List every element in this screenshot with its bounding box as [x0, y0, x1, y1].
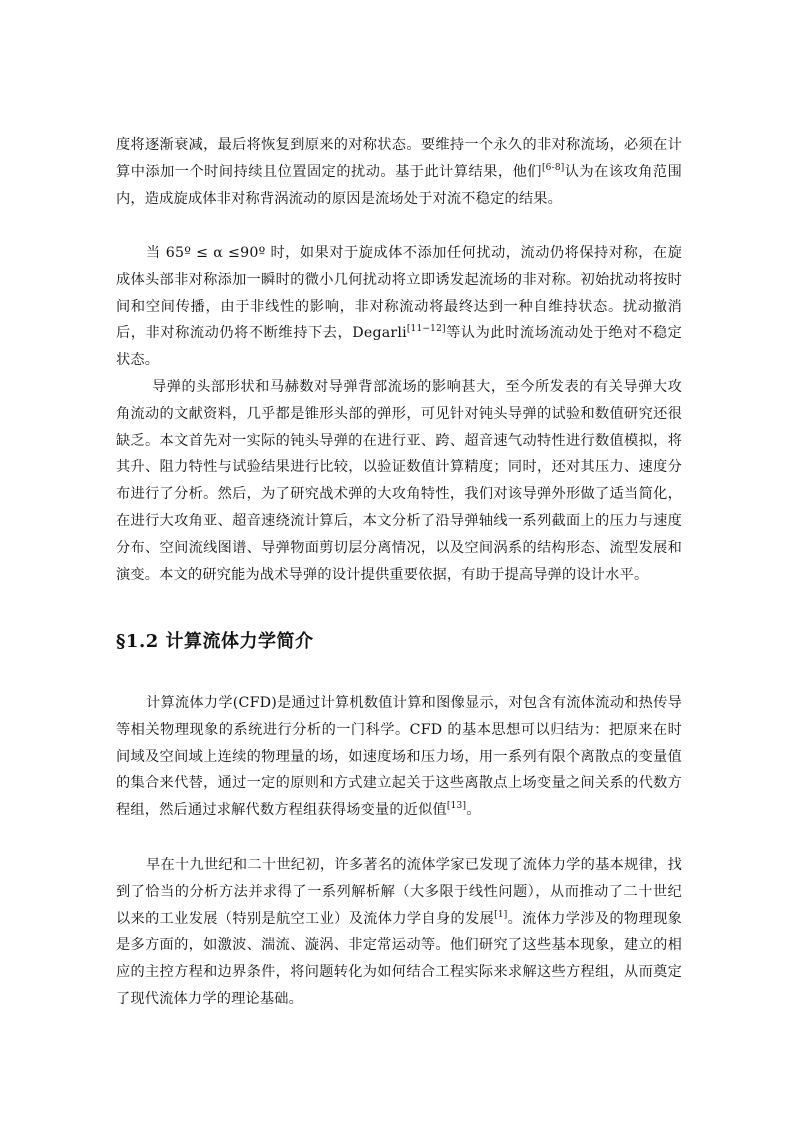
paragraph-2-tail: 等认为此时流场流动处于绝对不稳定状态。 [116, 325, 682, 369]
paragraph-4-tail: 。 [466, 802, 481, 819]
citation-11-12: [11−12] [406, 324, 446, 335]
paragraph-2-text: 当 65º ≤ α ≤90º 时，如果对于旋成体不添加任何扰动，流动仍将保持对称，在旋成体头部非对称添加一瞬时的微小几何扰动将立即诱发起流场的非对称。初始扰动将按时间和空间传播，由于非线性的影响，非对称流动将最终达到一种自维持状态。扰动撤消后，非对称流动仍将不断维持下去，Degarli [116, 245, 682, 342]
paragraph-1-text: 度将逐渐衰减，最后将恢复到原来的对称状态。要维持一个永久的非对称流场，必须在计算中添加一个时间持续且位置固定的扰动。基于此计算结果，他们 [116, 137, 682, 180]
paragraph-1-tail: 认为在该攻角范围内，造成旋成体非对称背涡流动的原因是流场处于对流不稳定的结果。 [116, 163, 682, 207]
paragraph-1 [116, 132, 682, 212]
paragraph-5-tail: 。流体力学涉及的物理现象是多方面的，如激波、湍流、漩涡、非定常运动等。他们研究了这些基本现象，建立的相应的主控方程和边界条件，将问题转化为如何结合工程实际来求解这些方程组，从而奠定了现代流体力学的理论基础。 [116, 910, 683, 1007]
paragraph-3 [116, 374, 682, 588]
paragraph-5-text: 早在十九世纪和二十世纪初，许多著名的流体学家已发现了流体力学的基本规律，找到了恰当的分析方法并求得了一系列解析解（大多限于线性问题），从而推动了二十世纪以来的工业发展（特别是航空工业）及流体力学自身的发展 [116, 857, 682, 927]
paragraph-2 [116, 240, 682, 374]
paragraph-5 [116, 852, 682, 1013]
citation-1: [1] [494, 909, 508, 920]
paragraph-3-text: 导弹的头部形状和马赫数对导弹背部流场的影响甚大，至今所发表的有关导弹大攻角流动的文献资料，几乎都是锥形头部的弹形，可见针对钝头导弹的试验和数值研究还很缺乏。本文首先对一实际的钝头导弹的在进行亚、跨、超音速气动特性进行数值模拟，将其升、阻力特性与试验结果进行比较，以验证数值计算精度；同时，还对其压力、速度分布进行了分析。然后，为了研究战术弹的大攻角特性，我们对该导弹外形做了适当简化，在进行大攻角亚、超音速绕流计算后，本文分析了沿导弹轴线一系列截面上的压力与速度分布、空间流线图谱、导弹物面剪切层分离情况，以及空间涡系的结构形态、流型发展和演变。本文的研究能为战术导弹的设计提供重要依据，有助于提高导弹的设计水平。 [116, 379, 682, 583]
citation-13: [13] [446, 801, 467, 812]
citation-6-8: [6-8] [541, 162, 565, 173]
paragraph-4-text: 计算流体力学(CFD)是通过计算机数值计算和图像显示，对包含有流体流动和热传导等相关物理现象的系统进行分析的一门科学。CFD 的基本思想可以归结为：把原来在时间域及空间域上连续的物理量的场，如速度场和压力场，用一系列有限个离散点的变量值的集合来代替，通过一定的原则和方式建立起关于这些离散点上场变量之间关系的代数方程组，然后通过求解代数方程组获得场变量的近似值 [116, 695, 682, 819]
section-heading: §1.2 计算流体力学简介 [116, 631, 314, 652]
paragraph-4 [116, 690, 682, 824]
